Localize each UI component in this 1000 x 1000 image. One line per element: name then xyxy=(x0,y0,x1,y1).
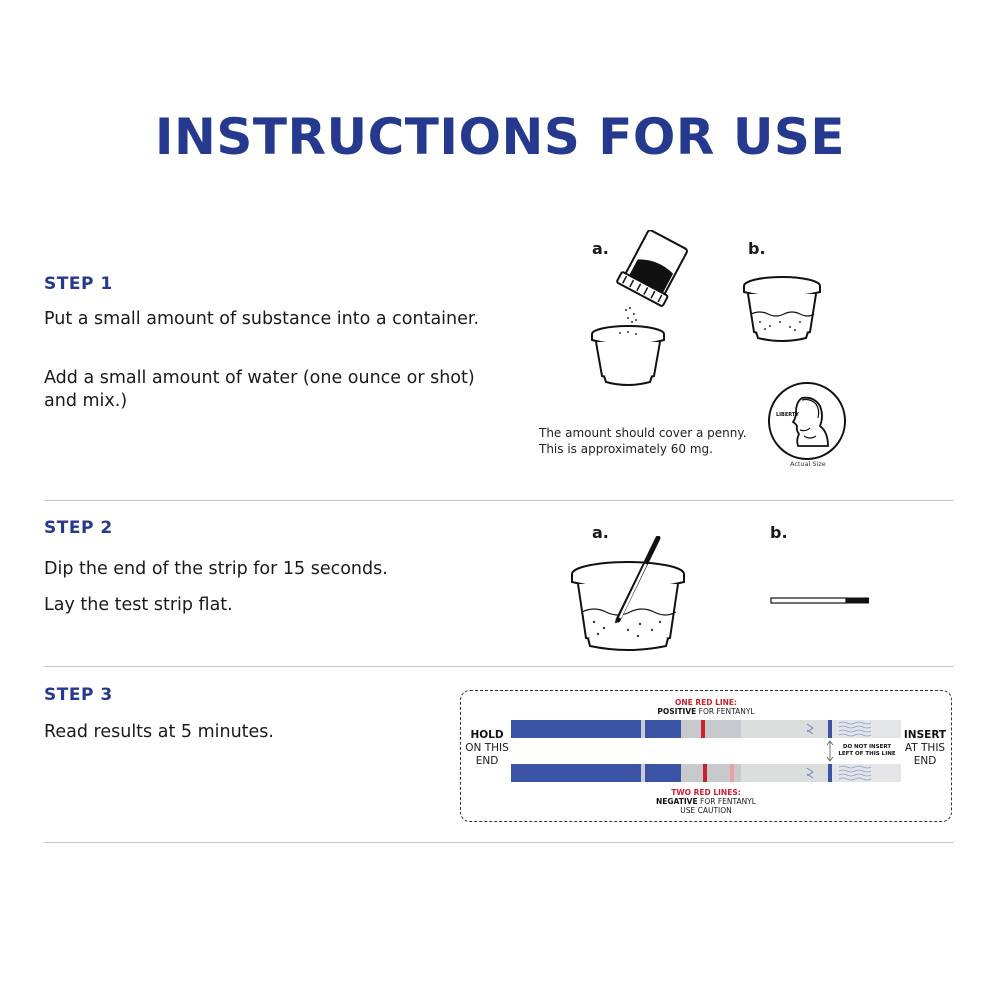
step3-text-1: Read results at 5 minutes. xyxy=(44,722,274,742)
insert-limit-note xyxy=(837,744,897,758)
positive-strip xyxy=(511,720,901,738)
negative-label-line2 xyxy=(631,797,781,806)
penny-liberty-text: LIBERTY xyxy=(776,412,799,418)
hold-label-line2: ON THIS xyxy=(465,742,509,754)
hold-label-bold: HOLD xyxy=(470,729,504,741)
positive-label-bold: POSITIVE xyxy=(657,707,697,716)
step1-heading: STEP 1 xyxy=(44,274,113,294)
step2-text-2: Lay the test strip flat. xyxy=(44,595,233,615)
test-strip-diagram xyxy=(460,690,952,822)
hold-end-label xyxy=(463,729,511,768)
step2-heading: STEP 2 xyxy=(44,518,113,538)
negative-label xyxy=(631,788,781,815)
positive-label-line2 xyxy=(631,707,781,716)
step2-label-b: b. xyxy=(770,523,788,542)
page-title: INSTRUCTIONS FOR USE xyxy=(154,108,846,166)
insert-label-line2: AT THIS xyxy=(904,742,946,754)
penny-note xyxy=(539,425,747,457)
negative-label-line3: USE CAUTION xyxy=(680,806,732,815)
negative-strip xyxy=(511,764,901,782)
step1-label-a: a. xyxy=(592,239,609,258)
step1-label-b: b. xyxy=(748,239,766,258)
dip-strip-illustration xyxy=(568,536,692,656)
divider-1 xyxy=(44,500,954,501)
insert-end-label xyxy=(901,729,949,768)
positive-label-rest: FOR FENTANYL xyxy=(696,707,755,716)
negative-label-bold: NEGATIVE xyxy=(656,797,698,806)
positive-label-red: ONE RED LINE: xyxy=(674,698,738,707)
step1-text-1: Put a small amount of substance into a container. xyxy=(44,309,480,329)
hold-label-line3: END xyxy=(475,755,499,767)
mixed-cup-illustration xyxy=(740,272,824,348)
negative-label-red: TWO RED LINES: xyxy=(671,788,741,797)
negative-label-rest: FOR FENTANYL xyxy=(697,797,756,806)
positive-label xyxy=(631,698,781,716)
flat-strip-illustration xyxy=(770,596,870,606)
divider-3 xyxy=(44,842,954,843)
penny-note-line-2: This is approximately 60 mg. xyxy=(539,442,713,456)
insert-label-bold: INSERT xyxy=(903,729,947,741)
insert-limit-note-line2: LEFT OF THIS LINE xyxy=(838,751,896,757)
penny-illustration xyxy=(766,380,848,462)
divider-2 xyxy=(44,666,954,667)
penny-note-line-1: The amount should cover a penny. xyxy=(539,426,747,440)
insert-label-line3: END xyxy=(913,755,937,767)
step2-label-a: a. xyxy=(592,523,609,542)
insert-limit-note-line1: DO NOT INSERT xyxy=(842,744,892,750)
pour-jar-illustration xyxy=(580,230,700,390)
step2-text-1: Dip the end of the strip for 15 seconds. xyxy=(44,559,388,579)
penny-caption: Actual Size xyxy=(790,460,826,468)
step1-text-2: Add a small amount of water (one ounce or shot) and mix.) xyxy=(44,368,475,411)
step3-heading: STEP 3 xyxy=(44,685,113,705)
